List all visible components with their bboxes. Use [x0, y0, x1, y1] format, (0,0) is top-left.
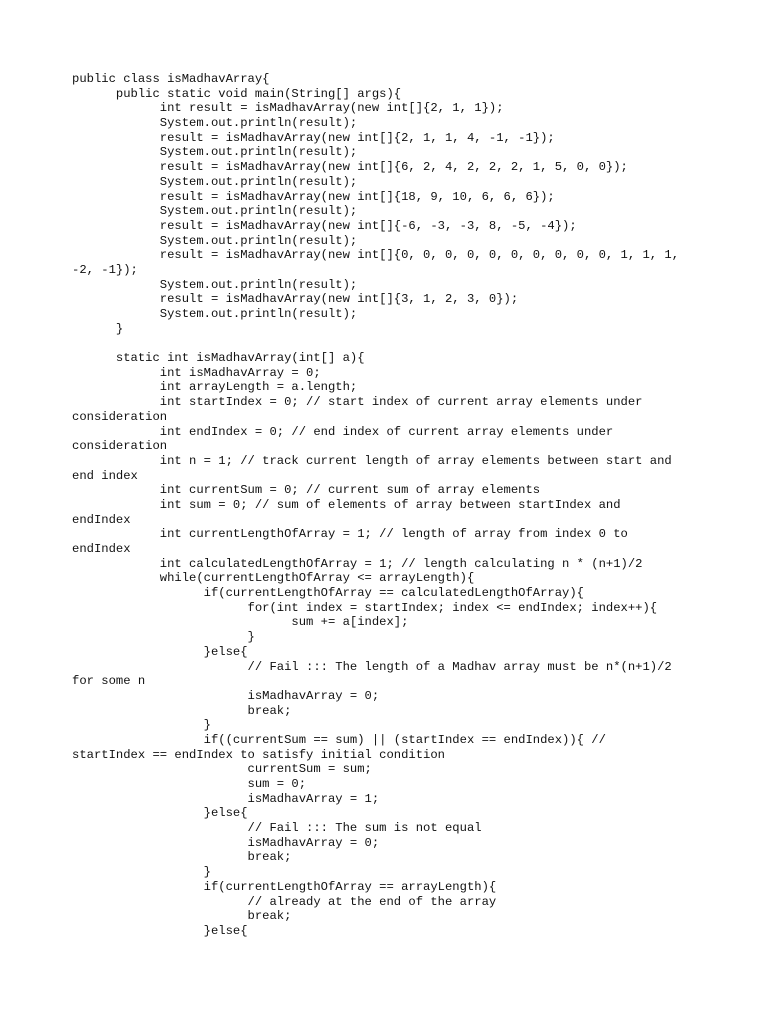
code-line: public class isMadhavArray{ [72, 72, 270, 86]
code-line: isMadhavArray = 0; [72, 688, 380, 703]
code-line: -2, -1}); [72, 262, 138, 277]
code-listing [72, 72, 712, 939]
code-line: int isMadhavArray = 0; [72, 365, 321, 380]
code-line: break; [72, 909, 292, 924]
code-line: // Fail ::: The sum is not equal [72, 821, 482, 836]
code-line: System.out.println(result); [72, 145, 358, 160]
code-line: while(currentLengthOfArray <= arrayLength){ [72, 571, 475, 586]
code-line: result = isMadhavArray(new int[]{6, 2, 4, 2, 2, 2, 1, 5, 0, 0}); [72, 160, 628, 175]
code-line: System.out.println(result); [72, 204, 358, 219]
code-line: } [72, 865, 211, 880]
code-line: currentSum = sum; [72, 762, 372, 777]
code-line: static int isMadhavArray(int[] a){ [72, 351, 365, 366]
code-line: public static void main(String[] args){ [72, 86, 402, 101]
code-line: sum = 0; [72, 777, 307, 791]
code-line: result = isMadhavArray(new int[]{0, 0, 0, 0, 0, 0, 0, 0, 0, 0, 1, 1, 1, [72, 248, 680, 263]
code-line: }else{ [72, 923, 248, 938]
code-line: int currentLengthOfArray = 1; // length of array from index 0 to [72, 527, 628, 542]
code-line: } [72, 630, 255, 645]
code-line: for some n [72, 674, 146, 689]
code-line: } [72, 321, 124, 336]
code-line: int currentSum = 0; // current sum of array elements [72, 483, 541, 498]
code-line: int calculatedLengthOfArray = 1; // length calculating n * (n+1)/2 [72, 556, 643, 571]
code-line: // already at the end of the array [72, 894, 497, 909]
code-line: int result = isMadhavArray(new int[]{2, 1, 1}); [72, 101, 504, 116]
code-line: consideration [72, 409, 168, 424]
code-line: System.out.println(result); [72, 277, 358, 292]
code-line: break; [72, 850, 292, 865]
code-line: int endIndex = 0; // end index of current array elements under [72, 424, 614, 439]
code-line: }else{ [72, 644, 248, 659]
code-line: System.out.println(result); [72, 116, 358, 131]
code-line: int startIndex = 0; // start index of current array elements under [72, 395, 643, 410]
code-line: end index [72, 468, 138, 483]
code-line: startIndex == endIndex to satisfy initial condition [72, 747, 445, 762]
code-line: result = isMadhavArray(new int[]{2, 1, 1, 4, -1, -1}); [72, 130, 555, 145]
code-line: int arrayLength = a.length; [72, 380, 358, 395]
code-line: isMadhavArray = 1; [72, 791, 380, 806]
code-line: sum += a[index]; [72, 615, 409, 630]
code-line: }else{ [72, 806, 248, 821]
code-line: endIndex [72, 512, 131, 527]
code-line: int n = 1; // track current length of array elements between start and [72, 453, 672, 468]
code-line: System.out.println(result); [72, 307, 358, 321]
code-line: consideration [72, 439, 168, 454]
code-line: for(int index = startIndex; index <= endIndex; index++){ [72, 600, 658, 615]
code-line: break; [72, 703, 292, 718]
code-line: result = isMadhavArray(new int[]{3, 1, 2, 3, 0}); [72, 292, 519, 307]
code-line: System.out.println(result); [72, 174, 358, 189]
code-line: result = isMadhavArray(new int[]{-6, -3, -3, 8, -5, -4}); [72, 218, 577, 233]
code-line: if(currentLengthOfArray == calculatedLengthOfArray){ [72, 586, 584, 601]
code-line: endIndex [72, 542, 131, 556]
code-line: if((currentSum == sum) || (startIndex == endIndex)){ // [72, 732, 606, 747]
code-line: if(currentLengthOfArray == arrayLength){ [72, 879, 497, 894]
code-line: System.out.println(result); [72, 233, 358, 248]
code-line: isMadhavArray = 0; [72, 835, 380, 850]
code-line: // Fail ::: The length of a Madhav array must be n*(n+1)/2 [72, 659, 672, 674]
code-line: } [72, 718, 211, 733]
code-line: int sum = 0; // sum of elements of array between startIndex and [72, 497, 621, 512]
code-line: result = isMadhavArray(new int[]{18, 9, 10, 6, 6, 6}); [72, 189, 555, 204]
code-line [72, 336, 712, 351]
